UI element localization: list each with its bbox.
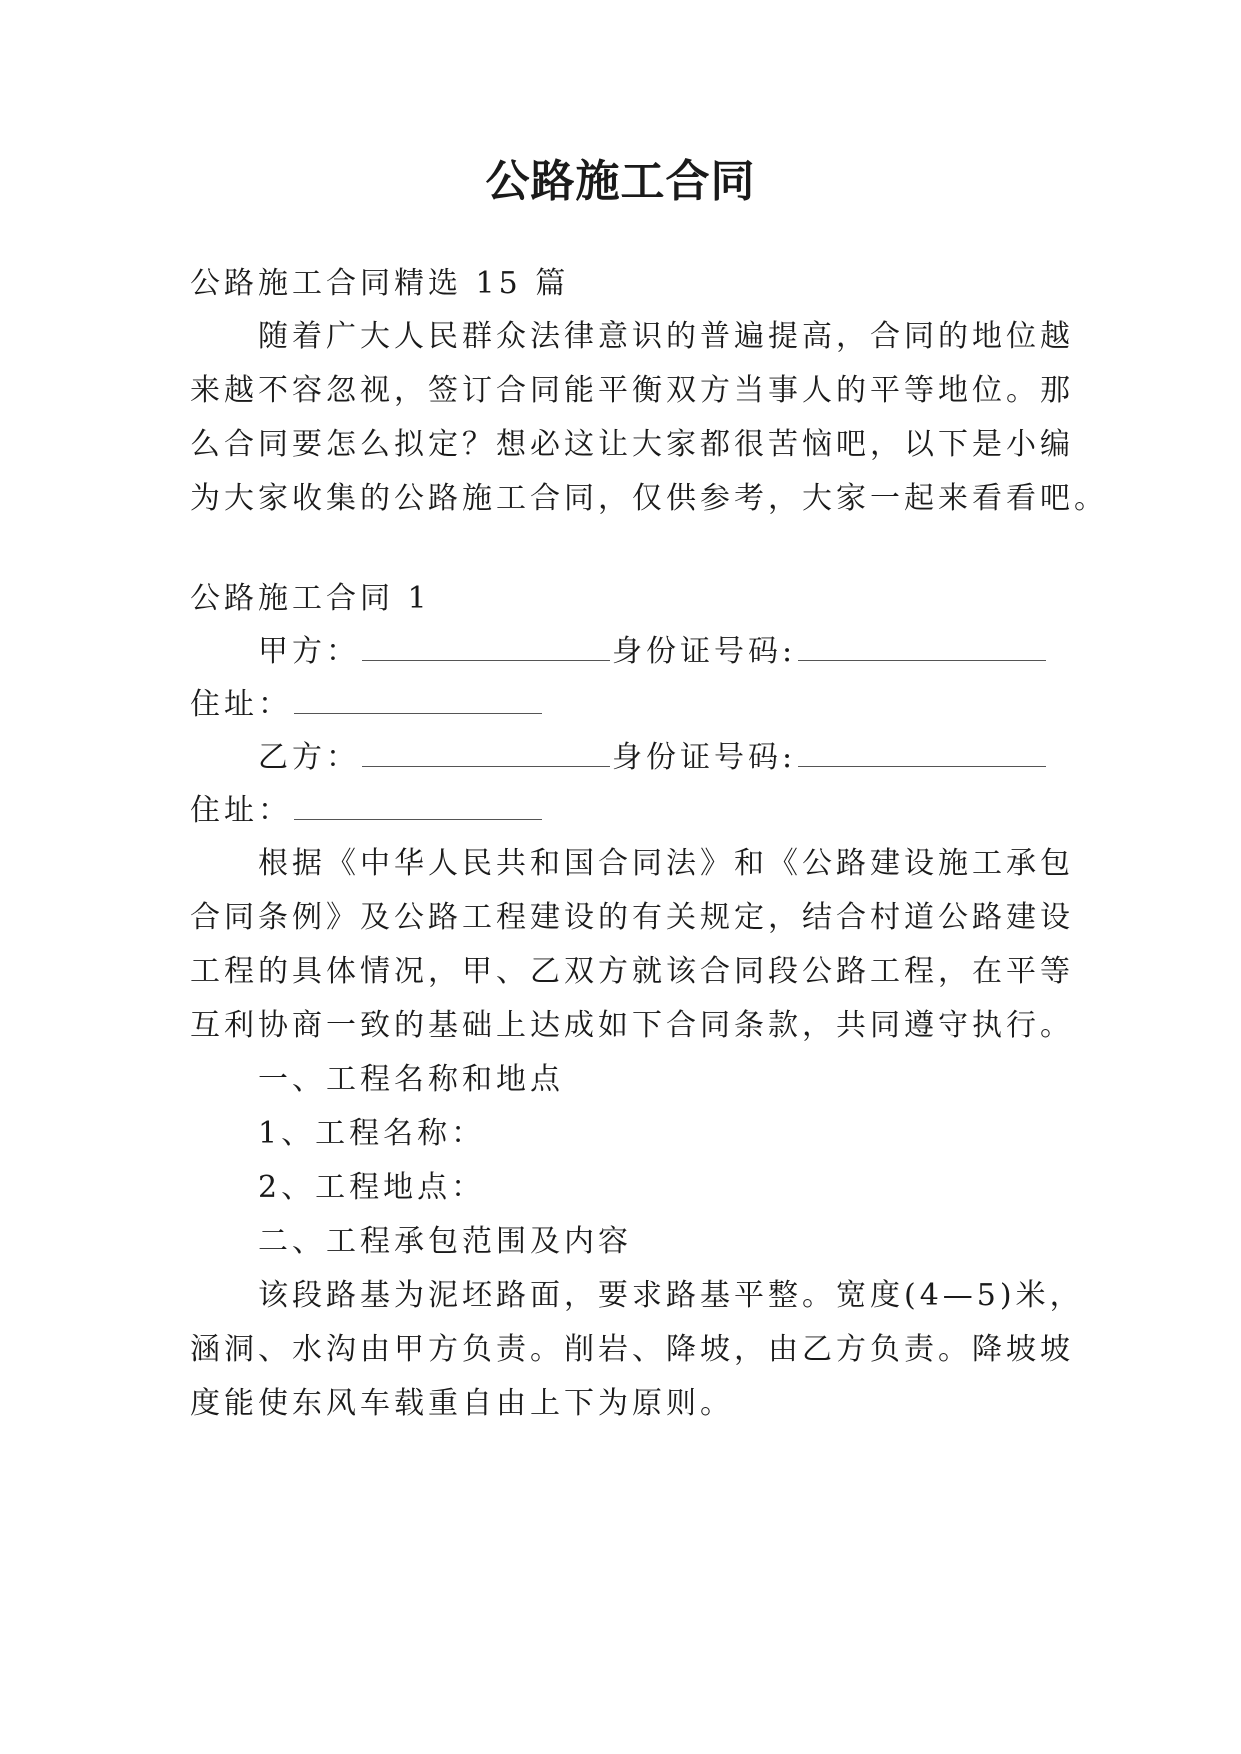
intro-line: 么合同要怎么拟定？想必这让大家都很苦恼吧，以下是小编 bbox=[190, 427, 1074, 462]
party-b-name-blank[interactable] bbox=[362, 738, 610, 767]
party-a-address-row bbox=[190, 683, 1060, 727]
basis-line: 合同条例》及公路工程建设的有关规定，结合村道公路建设 bbox=[190, 900, 1074, 935]
party-a-row bbox=[258, 630, 1060, 674]
basis-line: 工程的具体情况，甲、乙双方就该合同段公路工程，在平等 bbox=[190, 954, 1074, 989]
party-a-address-blank[interactable] bbox=[294, 685, 542, 714]
section1-item: 2、工程地点： bbox=[258, 1170, 486, 1205]
party-b-id-label: 身份证号码: bbox=[612, 740, 797, 775]
contract-heading: 公路施工合同 1 bbox=[190, 581, 431, 616]
intro-line: 来越不容忽视，签订合同能平衡双方当事人的平等地位。那 bbox=[190, 373, 1074, 408]
section1-item: 1、工程名称： bbox=[258, 1116, 486, 1151]
party-b-row bbox=[258, 736, 1060, 780]
party-b-address-row bbox=[190, 789, 1060, 833]
page-title: 公路施工合同 bbox=[485, 156, 756, 207]
basis-line: 互利协商一致的基础上达成如下合同条款，共同遵守执行。 bbox=[190, 1008, 1074, 1043]
party-b-label: 乙方： bbox=[258, 740, 360, 775]
section2-line: 涵洞、水沟由甲方负责。削岩、降坡，由乙方负责。降坡坡 bbox=[190, 1332, 1074, 1367]
subtitle: 公路施工合同精选 15 篇 bbox=[190, 266, 570, 301]
party-b-address-label: 住址： bbox=[190, 793, 292, 828]
party-a-name-blank[interactable] bbox=[362, 632, 610, 661]
party-a-address-label: 住址： bbox=[190, 687, 292, 722]
party-b-id-blank[interactable] bbox=[798, 738, 1046, 767]
party-a-id-label: 身份证号码: bbox=[612, 634, 797, 669]
party-b-address-blank[interactable] bbox=[294, 791, 542, 820]
party-a-id-blank[interactable] bbox=[798, 632, 1046, 661]
section2-heading: 二、工程承包范围及内容 bbox=[258, 1224, 632, 1259]
basis-line: 根据《中华人民共和国合同法》和《公路建设施工承包 bbox=[258, 846, 1074, 881]
party-a-label: 甲方： bbox=[258, 634, 360, 669]
intro-line: 随着广大人民群众法律意识的普遍提高，合同的地位越 bbox=[258, 319, 1074, 354]
section2-line: 该段路基为泥坯路面，要求路基平整。宽度(4—5)米， bbox=[258, 1278, 1084, 1313]
section2-line: 度能使东风车载重自由上下为原则。 bbox=[190, 1386, 734, 1421]
section1-heading: 一、工程名称和地点 bbox=[258, 1062, 564, 1097]
intro-line: 为大家收集的公路施工合同，仅供参考，大家一起来看看吧。 bbox=[190, 481, 1108, 516]
